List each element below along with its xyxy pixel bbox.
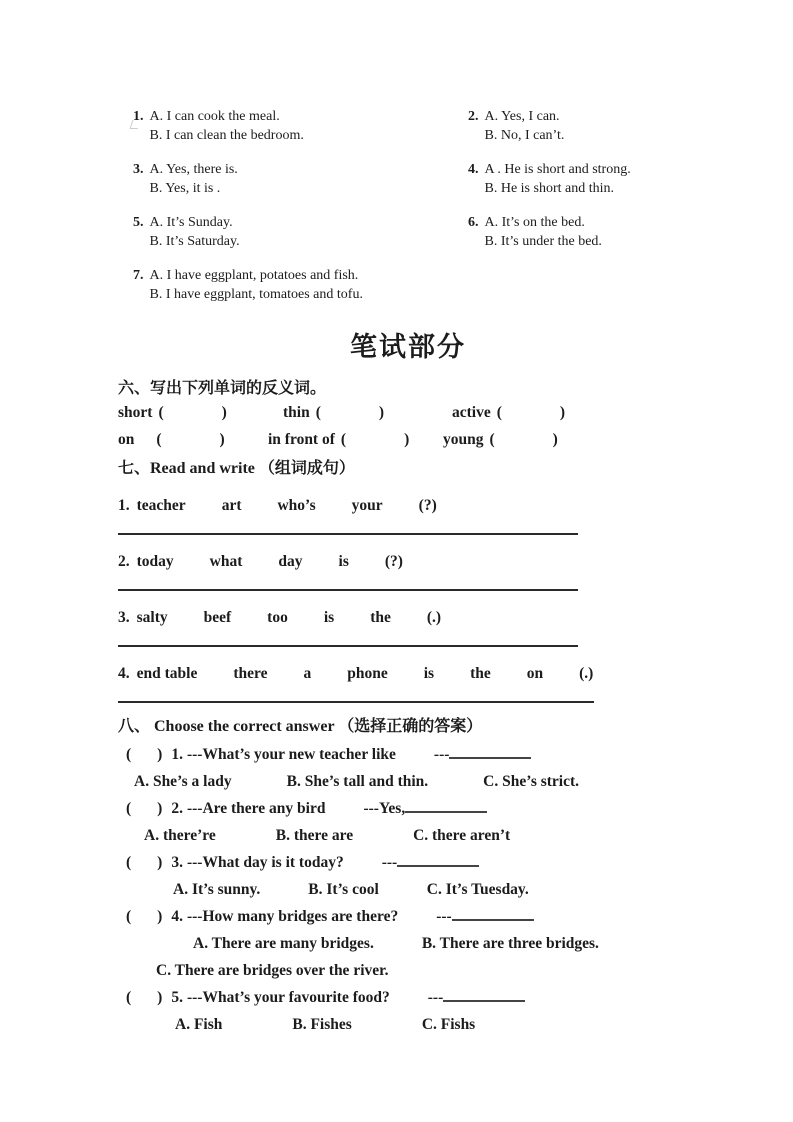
word-token: end table — [136, 665, 198, 682]
open-paren: ( — [126, 746, 132, 763]
question-text: ---Are there any bird — [186, 800, 326, 817]
option-a: A. there’re — [144, 827, 216, 844]
word-token: is — [323, 609, 335, 626]
mc-question-4 — [126, 907, 698, 926]
option-a: A. Yes, I can. — [484, 109, 560, 124]
sentence-number: 4. — [118, 665, 130, 682]
word-token: day — [278, 553, 303, 570]
antonym-row-1 — [118, 399, 698, 426]
word-token: teacher — [136, 497, 186, 514]
section7-title: 七、Read and write （组词成句） — [118, 460, 355, 477]
mc-options-1 — [134, 772, 698, 791]
close-paren: ) — [404, 431, 410, 448]
word-token: what — [209, 553, 243, 570]
answer-prompt — [436, 907, 534, 926]
question-number: 2. — [171, 800, 183, 817]
sentence-number: 3. — [118, 609, 130, 626]
word-token: (?) — [384, 553, 403, 570]
option-c: C. there aren’t — [413, 827, 511, 844]
answer-prompt — [434, 745, 532, 764]
close-paren: ) — [157, 746, 163, 763]
open-paren: ( — [158, 404, 164, 421]
option-a: A. I have eggplant, potatoes and fish. — [149, 268, 359, 283]
option-b: B. He is short and thin. — [484, 181, 614, 196]
section8-title: 八、 Choose the correct answer （选择正确的答案） — [118, 718, 483, 735]
answer-dashes: --- — [433, 746, 450, 763]
close-paren: ) — [219, 431, 225, 448]
option-b: B. There are three bridges. — [421, 935, 599, 952]
open-paren: ( — [489, 431, 495, 448]
answer-blank — [443, 988, 525, 1002]
item-number: 4. — [468, 162, 479, 177]
listening-item-1 — [133, 107, 468, 145]
answer-blank — [452, 907, 534, 921]
mc-options-5 — [175, 1015, 698, 1034]
mc-options-3 — [173, 880, 698, 899]
word-token: on — [526, 665, 544, 682]
close-paren: ) — [157, 800, 163, 817]
antonym-item-thin — [283, 399, 452, 426]
word-token: salty — [136, 609, 168, 626]
option-c: C. Fishs — [421, 1016, 476, 1033]
option-b: B. Yes, it is . — [149, 181, 221, 196]
antonym-item-on — [118, 426, 268, 453]
question-number: 4. — [171, 908, 183, 925]
word-token: your — [351, 497, 383, 514]
answer-dashes: --- — [381, 854, 398, 871]
close-paren: ) — [552, 431, 558, 448]
question-text: ---How many bridges are there? — [186, 908, 399, 925]
option-c: C. She’s strict. — [483, 773, 580, 790]
close-paren: ) — [157, 908, 163, 925]
listening-item-3 — [133, 160, 468, 198]
answer-blank — [449, 745, 531, 759]
mc-question-1 — [126, 745, 698, 764]
open-paren: ( — [340, 431, 347, 448]
word-token: there — [233, 665, 268, 682]
item-number: 7. — [133, 268, 144, 283]
antonym-item-short — [118, 399, 283, 426]
written-part-title: 笔试部分 — [350, 332, 466, 363]
antonym-word: short — [118, 404, 153, 421]
word-token: art — [221, 497, 242, 514]
answer-line-3 — [118, 645, 578, 647]
question-number: 3. — [171, 854, 183, 871]
word-token: who’s — [277, 497, 316, 514]
answer-prompt — [363, 799, 487, 818]
word-token: beef — [203, 609, 232, 626]
listening-item-2 — [468, 107, 698, 145]
option-b: B. I can clean the bedroom. — [149, 128, 304, 143]
mc-question-3 — [126, 853, 698, 872]
answer-line-2 — [118, 589, 578, 591]
arrange-sentence-2 — [118, 552, 698, 571]
arrange-sentence-3 — [118, 608, 698, 627]
option-a: A. It’s Sunday. — [149, 215, 233, 230]
open-paren: ( — [156, 431, 162, 448]
antonym-item-in-front-of — [268, 426, 443, 453]
answer-prompt — [382, 853, 480, 872]
word-token: (.) — [579, 665, 594, 682]
option-b: B. It’s cool — [308, 881, 379, 898]
option-a: A. Yes, there is. — [149, 162, 238, 177]
open-paren: ( — [126, 989, 132, 1006]
mc-options-2 — [144, 826, 698, 845]
listening-item-7 — [133, 266, 468, 304]
arrange-sentence-4 — [118, 664, 698, 683]
word-token: (?) — [418, 497, 437, 514]
option-c: C. There are bridges over the river. — [156, 962, 389, 979]
listening-item-4 — [468, 160, 698, 198]
word-token: a — [303, 665, 312, 682]
close-paren: ) — [559, 404, 566, 421]
word-token: (.) — [426, 609, 442, 626]
question-number: 5. — [171, 989, 183, 1006]
section6-title: 六、写出下列单词的反义词。 — [118, 380, 327, 397]
answer-blank — [405, 799, 487, 813]
option-a: A. She’s a lady — [134, 773, 232, 790]
question-number: 1. — [171, 746, 183, 763]
open-paren: ( — [126, 908, 132, 925]
item-number: 2. — [468, 109, 479, 124]
option-b: B. Fishes — [292, 1016, 352, 1033]
option-a: A . He is short and strong. — [484, 162, 631, 177]
word-token: is — [338, 553, 349, 570]
answer-dashes: --- — [436, 908, 452, 925]
option-b: B. It’s Saturday. — [149, 234, 240, 249]
option-a: A. It’s on the bed. — [484, 215, 585, 230]
answer-line-1 — [118, 533, 578, 535]
question-text: ---What’s your new teacher like — [186, 746, 396, 763]
antonym-row-2 — [118, 426, 698, 453]
question-text: ---What day is it today? — [186, 854, 344, 871]
antonym-word: in front of — [268, 431, 335, 448]
antonym-word: thin — [283, 404, 310, 421]
listening-item-6 — [468, 213, 698, 251]
antonym-item-young — [443, 426, 558, 453]
item-number: 3. — [133, 162, 144, 177]
word-token: phone — [347, 665, 388, 682]
arrange-sentence-1 — [118, 496, 698, 515]
open-paren: ( — [126, 800, 132, 817]
sentence-number: 1. — [118, 497, 130, 514]
sentence-number: 2. — [118, 553, 130, 570]
option-b: B. there are — [275, 827, 354, 844]
option-c: C. It’s Tuesday. — [426, 881, 529, 898]
option-b: B. It’s under the bed. — [484, 234, 602, 249]
option-a: A. I can cook the meal. — [149, 109, 280, 124]
item-number: 6. — [468, 215, 479, 230]
antonym-word: young — [443, 431, 484, 448]
word-token: the — [470, 665, 491, 682]
option-b: B. I have eggplant, tomatoes and tofu. — [149, 287, 363, 302]
word-token: today — [136, 553, 174, 570]
option-a: A. It’s sunny. — [173, 881, 261, 898]
mc-question-5 — [126, 988, 698, 1007]
mc-options-4-line2 — [156, 961, 698, 980]
word-token: too — [267, 609, 288, 626]
close-paren: ) — [378, 404, 385, 421]
open-paren: ( — [315, 404, 321, 421]
antonym-word: on — [118, 431, 135, 448]
open-paren: ( — [126, 854, 132, 871]
answer-dashes: --- — [427, 989, 444, 1006]
listening-options-section — [133, 107, 698, 304]
question-text: ---What’s your favourite food? — [186, 989, 390, 1006]
option-b: B. No, I can’t. — [484, 128, 565, 143]
option-b: B. She’s tall and thin. — [286, 773, 429, 790]
answer-line-4 — [118, 701, 594, 703]
option-a: A. Fish — [175, 1016, 223, 1033]
close-paren: ) — [221, 404, 227, 421]
option-a: A. There are many bridges. — [193, 935, 374, 952]
word-token: the — [370, 609, 391, 626]
word-token: is — [423, 665, 435, 682]
antonym-item-active — [452, 399, 565, 426]
mc-options-4-line1 — [193, 934, 698, 953]
item-number: 5. — [133, 215, 144, 230]
antonym-word: active — [452, 404, 491, 421]
close-paren: ) — [157, 854, 163, 871]
open-paren: ( — [496, 404, 502, 421]
close-paren: ) — [157, 989, 163, 1006]
answer-prompt — [428, 988, 526, 1007]
answer-dashes: ---Yes, — [363, 800, 406, 817]
listening-item-5 — [133, 213, 468, 251]
mc-question-2 — [126, 799, 698, 818]
answer-blank — [397, 853, 479, 867]
item-number: 1. — [133, 109, 144, 124]
